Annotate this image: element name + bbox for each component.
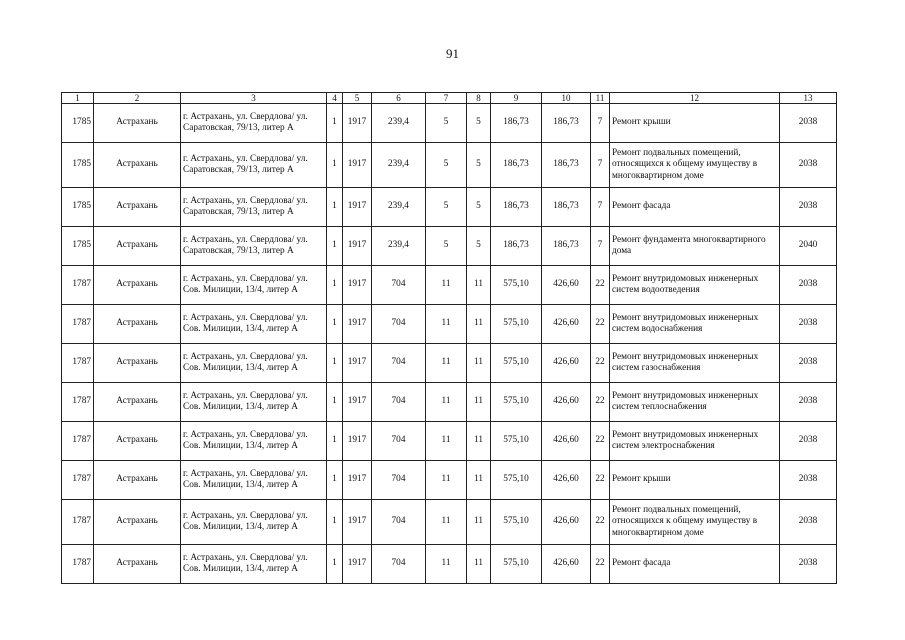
planned-year-cell: 2038: [780, 188, 837, 227]
column-header: 8: [467, 93, 491, 104]
col9-cell: 575,10: [491, 266, 542, 305]
row-number-cell: 1787: [62, 422, 94, 461]
planned-year-cell: 2038: [780, 545, 837, 584]
city-cell: Астрахань: [94, 188, 181, 227]
col9-cell: 575,10: [491, 545, 542, 584]
column-header: 5: [343, 93, 372, 104]
col11-cell: 7: [591, 188, 610, 227]
table-row: [62, 383, 837, 422]
col7-cell: 5: [426, 104, 467, 143]
city-cell: Астрахань: [94, 461, 181, 500]
col11-cell: 7: [591, 227, 610, 266]
work-type-cell: Ремонт фасада: [610, 545, 780, 584]
city-cell: Астрахань: [94, 344, 181, 383]
address-cell: г. Астрахань, ул. Свердлова/ ул. Саратовская, 79/13, литер А: [181, 104, 327, 143]
col10-cell: 426,60: [542, 461, 591, 500]
col9-cell: 575,10: [491, 305, 542, 344]
col7-cell: 11: [426, 422, 467, 461]
table-row: [62, 545, 837, 584]
col4-cell: 1: [327, 422, 343, 461]
planned-year-cell: 2038: [780, 266, 837, 305]
col8-cell: 11: [467, 266, 491, 305]
col7-cell: 5: [426, 143, 467, 188]
area-cell: 704: [372, 305, 426, 344]
col8-cell: 11: [467, 500, 491, 545]
col8-cell: 5: [467, 104, 491, 143]
col4-cell: 1: [327, 227, 343, 266]
column-header: 4: [327, 93, 343, 104]
work-type-cell: Ремонт фасада: [610, 188, 780, 227]
area-cell: 704: [372, 266, 426, 305]
col9-cell: 575,10: [491, 500, 542, 545]
col8-cell: 11: [467, 422, 491, 461]
year-cell: 1917: [343, 104, 372, 143]
row-number-cell: 1785: [62, 188, 94, 227]
row-number-cell: 1787: [62, 344, 94, 383]
col7-cell: 11: [426, 461, 467, 500]
col7-cell: 5: [426, 227, 467, 266]
planned-year-cell: 2038: [780, 143, 837, 188]
work-type-cell: Ремонт внутридомовых инженерных систем электроснабжения: [610, 422, 780, 461]
col10-cell: 426,60: [542, 266, 591, 305]
col11-cell: 22: [591, 422, 610, 461]
table-row: [62, 188, 837, 227]
col11-cell: 7: [591, 143, 610, 188]
col10-cell: 426,60: [542, 344, 591, 383]
col11-cell: 22: [591, 461, 610, 500]
col10-cell: 426,60: [542, 545, 591, 584]
row-number-cell: 1785: [62, 104, 94, 143]
address-cell: г. Астрахань, ул. Свердлова/ ул. Сов. Милиции, 13/4, литер А: [181, 383, 327, 422]
planned-year-cell: 2038: [780, 461, 837, 500]
table-row: [62, 266, 837, 305]
col10-cell: 426,60: [542, 422, 591, 461]
col4-cell: 1: [327, 143, 343, 188]
col4-cell: 1: [327, 500, 343, 545]
year-cell: 1917: [343, 143, 372, 188]
area-cell: 239,4: [372, 104, 426, 143]
col8-cell: 5: [467, 188, 491, 227]
year-cell: 1917: [343, 227, 372, 266]
table-row: [62, 305, 837, 344]
table-row: [62, 461, 837, 500]
col11-cell: 22: [591, 344, 610, 383]
col8-cell: 11: [467, 305, 491, 344]
col7-cell: 11: [426, 266, 467, 305]
city-cell: Астрахань: [94, 383, 181, 422]
col4-cell: 1: [327, 104, 343, 143]
planned-year-cell: 2038: [780, 104, 837, 143]
col4-cell: 1: [327, 188, 343, 227]
col7-cell: 11: [426, 305, 467, 344]
planned-year-cell: 2040: [780, 227, 837, 266]
city-cell: Астрахань: [94, 500, 181, 545]
col4-cell: 1: [327, 266, 343, 305]
address-cell: г. Астрахань, ул. Свердлова/ ул. Саратовская, 79/13, литер А: [181, 227, 327, 266]
col8-cell: 5: [467, 143, 491, 188]
col7-cell: 11: [426, 500, 467, 545]
area-cell: 704: [372, 500, 426, 545]
work-type-cell: Ремонт внутридомовых инженерных систем водоотведения: [610, 266, 780, 305]
year-cell: 1917: [343, 500, 372, 545]
year-cell: 1917: [343, 545, 372, 584]
planned-year-cell: 2038: [780, 344, 837, 383]
work-type-cell: Ремонт крыши: [610, 461, 780, 500]
area-cell: 239,4: [372, 227, 426, 266]
col10-cell: 186,73: [542, 143, 591, 188]
col9-cell: 186,73: [491, 143, 542, 188]
col8-cell: 11: [467, 461, 491, 500]
address-cell: г. Астрахань, ул. Свердлова/ ул. Саратовская, 79/13, литер А: [181, 188, 327, 227]
col11-cell: 22: [591, 545, 610, 584]
col7-cell: 11: [426, 545, 467, 584]
city-cell: Астрахань: [94, 227, 181, 266]
address-cell: г. Астрахань, ул. Свердлова/ ул. Сов. Милиции, 13/4, литер А: [181, 344, 327, 383]
column-header: 12: [610, 93, 780, 104]
work-type-cell: Ремонт внутридомовых инженерных систем водоснабжения: [610, 305, 780, 344]
col7-cell: 5: [426, 188, 467, 227]
column-header: 6: [372, 93, 426, 104]
area-cell: 704: [372, 422, 426, 461]
year-cell: 1917: [343, 266, 372, 305]
address-cell: г. Астрахань, ул. Свердлова/ ул. Саратовская, 79/13, литер А: [181, 143, 327, 188]
column-header: 1: [62, 93, 94, 104]
row-number-cell: 1787: [62, 305, 94, 344]
city-cell: Астрахань: [94, 545, 181, 584]
address-cell: г. Астрахань, ул. Свердлова/ ул. Сов. Милиции, 13/4, литер А: [181, 545, 327, 584]
col9-cell: 186,73: [491, 188, 542, 227]
col4-cell: 1: [327, 344, 343, 383]
col7-cell: 11: [426, 383, 467, 422]
area-cell: 704: [372, 344, 426, 383]
address-cell: г. Астрахань, ул. Свердлова/ ул. Сов. Милиции, 13/4, литер А: [181, 461, 327, 500]
col10-cell: 186,73: [542, 104, 591, 143]
col9-cell: 186,73: [491, 104, 542, 143]
year-cell: 1917: [343, 188, 372, 227]
column-header: 2: [94, 93, 181, 104]
col4-cell: 1: [327, 305, 343, 344]
col10-cell: 426,60: [542, 305, 591, 344]
table-row: [62, 344, 837, 383]
col8-cell: 11: [467, 545, 491, 584]
address-cell: г. Астрахань, ул. Свердлова/ ул. Сов. Милиции, 13/4, литер А: [181, 500, 327, 545]
year-cell: 1917: [343, 305, 372, 344]
page-number: 91: [446, 46, 459, 61]
city-cell: Астрахань: [94, 143, 181, 188]
area-cell: 239,4: [372, 143, 426, 188]
col4-cell: 1: [327, 545, 343, 584]
area-cell: 704: [372, 545, 426, 584]
column-header: 9: [491, 93, 542, 104]
table-row: [62, 500, 837, 545]
col10-cell: 186,73: [542, 227, 591, 266]
city-cell: Астрахань: [94, 104, 181, 143]
work-type-cell: Ремонт крыши: [610, 104, 780, 143]
repair-schedule-table: [61, 92, 837, 584]
column-header: 10: [542, 93, 591, 104]
col9-cell: 575,10: [491, 383, 542, 422]
city-cell: Астрахань: [94, 266, 181, 305]
col11-cell: 22: [591, 305, 610, 344]
row-number-cell: 1787: [62, 545, 94, 584]
col9-cell: 186,73: [491, 227, 542, 266]
table-row: [62, 143, 837, 188]
col9-cell: 575,10: [491, 422, 542, 461]
col11-cell: 22: [591, 500, 610, 545]
planned-year-cell: 2038: [780, 422, 837, 461]
table-row: [62, 227, 837, 266]
col8-cell: 11: [467, 344, 491, 383]
planned-year-cell: 2038: [780, 305, 837, 344]
column-header: 7: [426, 93, 467, 104]
row-number-cell: 1787: [62, 500, 94, 545]
city-cell: Астрахань: [94, 305, 181, 344]
area-cell: 239,4: [372, 188, 426, 227]
row-number-cell: 1787: [62, 383, 94, 422]
col9-cell: 575,10: [491, 344, 542, 383]
work-type-cell: Ремонт подвальных помещений, относящихся к общему имуществу в многоквартирном доме: [610, 143, 780, 188]
col11-cell: 7: [591, 104, 610, 143]
table-row: [62, 104, 837, 143]
column-number-header-row: [62, 93, 837, 104]
row-number-cell: 1787: [62, 266, 94, 305]
address-cell: г. Астрахань, ул. Свердлова/ ул. Сов. Милиции, 13/4, литер А: [181, 422, 327, 461]
planned-year-cell: 2038: [780, 383, 837, 422]
address-cell: г. Астрахань, ул. Свердлова/ ул. Сов. Милиции, 13/4, литер А: [181, 266, 327, 305]
col8-cell: 5: [467, 227, 491, 266]
work-type-cell: Ремонт фундамента многоквартирного дома: [610, 227, 780, 266]
col7-cell: 11: [426, 344, 467, 383]
column-header: 3: [181, 93, 327, 104]
year-cell: 1917: [343, 422, 372, 461]
table-row: [62, 422, 837, 461]
work-type-cell: Ремонт подвальных помещений, относящихся к общему имуществу в многоквартирном доме: [610, 500, 780, 545]
year-cell: 1917: [343, 461, 372, 500]
col8-cell: 11: [467, 383, 491, 422]
col10-cell: 186,73: [542, 188, 591, 227]
planned-year-cell: 2038: [780, 500, 837, 545]
col4-cell: 1: [327, 461, 343, 500]
col11-cell: 22: [591, 383, 610, 422]
city-cell: Астрахань: [94, 422, 181, 461]
area-cell: 704: [372, 383, 426, 422]
col10-cell: 426,60: [542, 500, 591, 545]
column-header: 11: [591, 93, 610, 104]
year-cell: 1917: [343, 383, 372, 422]
column-header: 13: [780, 93, 837, 104]
col9-cell: 575,10: [491, 461, 542, 500]
col4-cell: 1: [327, 383, 343, 422]
address-cell: г. Астрахань, ул. Свердлова/ ул. Сов. Милиции, 13/4, литер А: [181, 305, 327, 344]
col11-cell: 22: [591, 266, 610, 305]
row-number-cell: 1785: [62, 143, 94, 188]
work-type-cell: Ремонт внутридомовых инженерных систем теплоснабжения: [610, 383, 780, 422]
work-type-cell: Ремонт внутридомовых инженерных систем газоснабжения: [610, 344, 780, 383]
area-cell: 704: [372, 461, 426, 500]
year-cell: 1917: [343, 344, 372, 383]
row-number-cell: 1787: [62, 461, 94, 500]
col10-cell: 426,60: [542, 383, 591, 422]
row-number-cell: 1785: [62, 227, 94, 266]
